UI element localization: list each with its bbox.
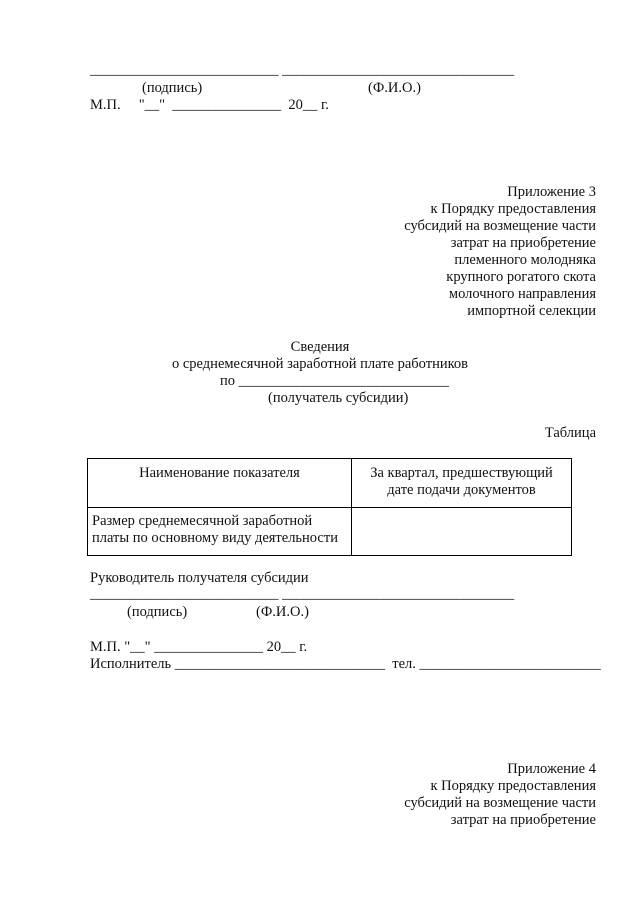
top-fio-caption: (Ф.И.О.) bbox=[368, 80, 421, 96]
salary-table bbox=[87, 458, 572, 556]
appendix-4-line: к Порядку предоставления bbox=[430, 778, 596, 794]
appendix-3-line: субсидий на возмещение части bbox=[404, 218, 596, 234]
document-subtitle: о среднемесячной заработной плате работников bbox=[172, 356, 468, 372]
table-label: Таблица bbox=[544, 425, 596, 441]
top-mp-date-line: М.П. "__" _______________ 20__ г. bbox=[90, 97, 329, 113]
recipient-caption: (получатель субсидии) bbox=[268, 390, 409, 406]
bottom-fio-caption: (Ф.И.О.) bbox=[256, 604, 309, 620]
appendix-3-block bbox=[404, 184, 596, 320]
table-cell bbox=[352, 508, 572, 556]
appendix-3-line: Приложение 3 bbox=[507, 184, 596, 200]
bottom-mp-date-line: М.П. "__" _______________ 20__ г. bbox=[90, 639, 308, 655]
appendix-3-line: импортной селекции bbox=[467, 303, 596, 319]
appendix-3-line: племенного молодняка bbox=[454, 252, 596, 268]
executor-line: Исполнитель _____________________________ тел. _________________________ bbox=[90, 656, 601, 672]
table-row bbox=[88, 508, 572, 556]
appendix-4-line: субсидий на возмещение части bbox=[404, 795, 596, 811]
head-label: Руководитель получателя субсидии bbox=[90, 570, 309, 586]
appendix-3-line: крупного рогатого скота bbox=[446, 269, 596, 285]
appendix-3-line: к Порядку предоставления bbox=[430, 201, 596, 217]
bottom-signature-caption: (подпись) bbox=[127, 604, 188, 620]
appendix-4-line: Приложение 4 bbox=[507, 761, 596, 777]
top-signature-lines: __________________________ ________________________________ bbox=[90, 62, 515, 78]
appendix-4-block bbox=[404, 761, 596, 829]
bottom-signature-lines: __________________________ ________________________________ bbox=[90, 586, 515, 602]
appendix-3-line: молочного направления bbox=[448, 286, 596, 302]
top-signature-caption: (подпись) bbox=[142, 80, 203, 96]
table-cell: Размер среднемесячной заработной платы по основному виду деятельности bbox=[88, 508, 352, 556]
document-title: Сведения bbox=[290, 339, 350, 355]
appendix-4-line: затрат на приобретение bbox=[450, 812, 596, 828]
table-header-cell: Наименование показателя bbox=[88, 459, 352, 508]
table-header-row bbox=[88, 459, 572, 508]
table-header-cell: За квартал, предшествующий дате подачи документов bbox=[352, 459, 572, 508]
appendix-3-line: затрат на приобретение bbox=[450, 235, 596, 251]
recipient-line: по _____________________________ bbox=[220, 373, 449, 389]
